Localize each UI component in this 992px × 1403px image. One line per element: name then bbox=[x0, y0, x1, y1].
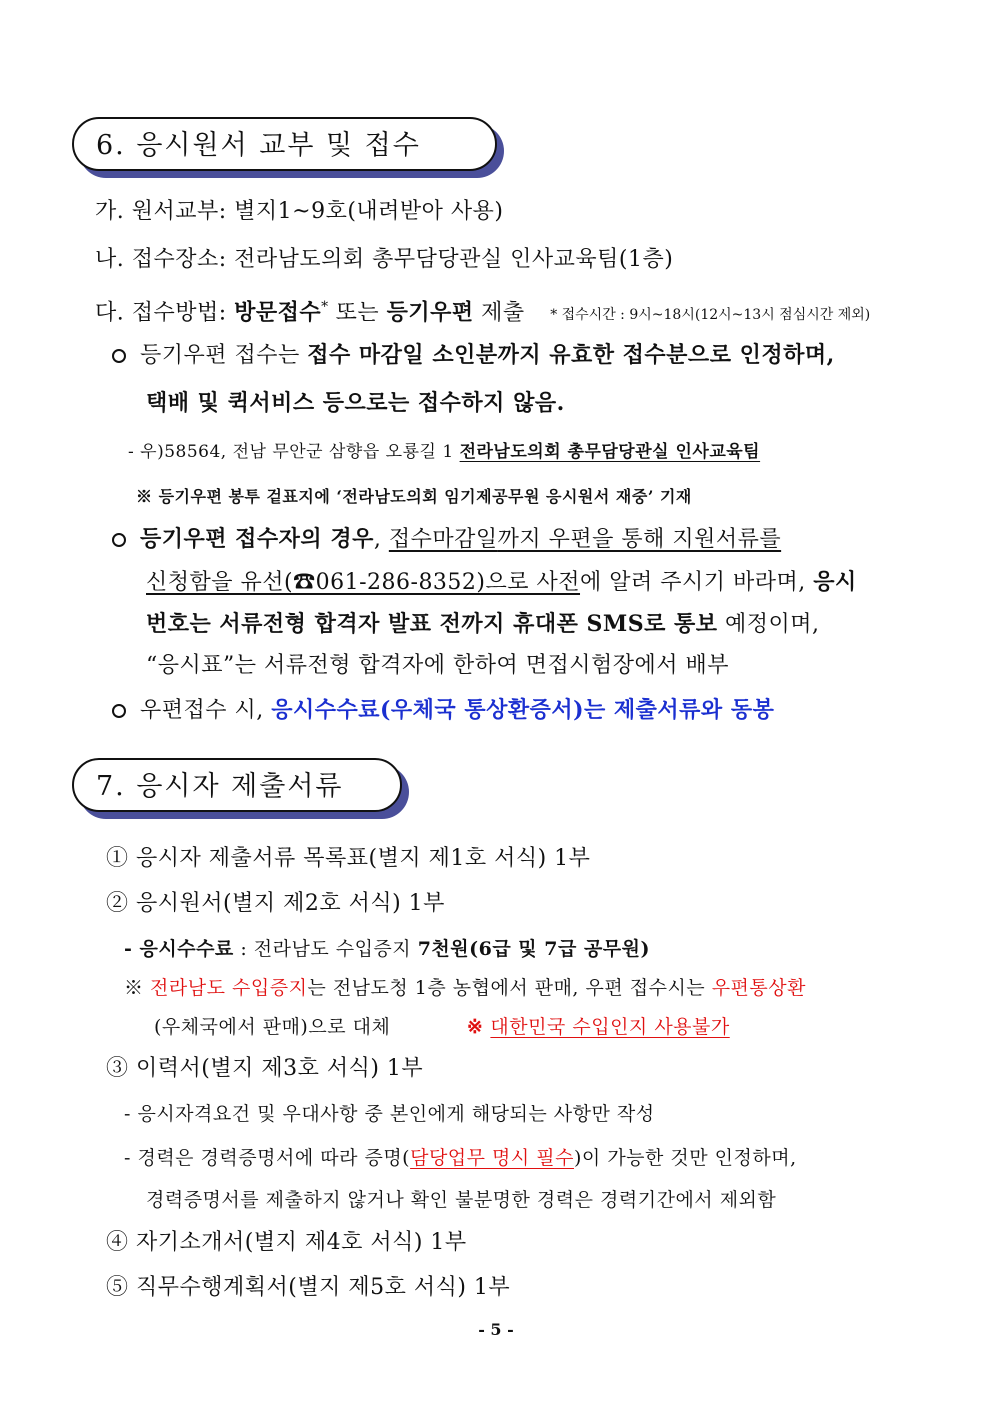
doc-item-3-text: ③ 이력서(별지 제3호 서식) 1부 bbox=[106, 1056, 424, 1081]
resume-rule-2-text-a: - 경력은 경력증명서에 따라 증명( bbox=[124, 1147, 411, 1169]
resume-rule-2-text-c: )이 가능한 것만 인정하며, bbox=[574, 1147, 797, 1169]
not-allowed-notice: 대한민국 수입인지 사용불가 bbox=[490, 1016, 730, 1038]
fee-text: : 전라남도 수입증지 bbox=[233, 938, 418, 960]
bullet-2-text-a: 등기우편 접수자의 경우 bbox=[140, 526, 374, 552]
section-6-header bbox=[72, 117, 497, 171]
doc-item-3 bbox=[106, 1054, 423, 1084]
fee-enclose-notice: 응시수수료(우체국 통상환증서)는 제출서류와 동봉 bbox=[271, 697, 775, 723]
bullet-2-line-3 bbox=[146, 609, 820, 640]
resume-rule-2-cont bbox=[146, 1185, 776, 1215]
revenue-stamp-text: 전라남도 수입증지 bbox=[150, 977, 308, 999]
resume-rule-2 bbox=[124, 1143, 797, 1173]
bullet-3-text-a: 우편접수 시, bbox=[140, 698, 272, 723]
item-ga bbox=[95, 197, 504, 227]
bullet-2-line-2 bbox=[146, 567, 857, 598]
address-line bbox=[128, 437, 760, 467]
doc-item-5 bbox=[106, 1273, 510, 1303]
ticket-notice: “응시표”는 서류전형 합격자에 한하여 면접시험장에서 배부 bbox=[146, 653, 730, 678]
doc-item-4 bbox=[106, 1228, 467, 1258]
resume-rule-1 bbox=[124, 1099, 655, 1129]
deadline-text: 접수마감일 bbox=[388, 527, 498, 552]
note-mark-2: ※ bbox=[466, 1016, 491, 1038]
item-ga-text: 가. 원서교부: 별지1~9호(내려받아 사용) bbox=[95, 199, 504, 224]
bullet-circle-icon bbox=[112, 704, 126, 718]
postal-order-text: 우편통상환 bbox=[711, 977, 806, 999]
address-text: - 우)58564, 전남 무안군 삼향읍 오룡길 1 bbox=[128, 442, 460, 462]
visit-submission: 방문접수 bbox=[234, 299, 322, 326]
comma: , bbox=[373, 527, 389, 552]
bullet-2-text-i: 예정이며, bbox=[717, 612, 820, 637]
stamp-note-text: 는 전남도청 1층 농협에서 판매, 우편 접수시는 bbox=[307, 977, 712, 999]
page-number: - 5 - bbox=[478, 1320, 514, 1339]
fee-label: - 응시수수료 bbox=[124, 938, 234, 960]
fee-line bbox=[124, 934, 650, 964]
bullet-1-cont bbox=[146, 388, 565, 418]
bullet-1 bbox=[112, 340, 835, 371]
bullet-2-text-d: 까지 우편을 통해 지원서류를 bbox=[497, 527, 782, 552]
section-7-title: 7. 응시자 제출서류 bbox=[96, 771, 344, 802]
bullet-circle-icon bbox=[112, 533, 126, 547]
item-na bbox=[95, 245, 673, 275]
doc-item-1-text: ① 응시자 제출서류 목록표(별지 제1호 서식) 1부 bbox=[106, 846, 591, 871]
registered-mail: 등기우편 bbox=[386, 299, 474, 326]
stamp-note bbox=[124, 973, 806, 1003]
resume-rule-2-text-d: 경력증명서를 제출하지 않거나 확인 불분명한 경력은 경력기간에서 제외함 bbox=[146, 1189, 777, 1211]
item-na-text: 나. 접수장소: 전라남도의회 총무담당관실 인사교육팀(1층) bbox=[95, 247, 674, 272]
address-destination: 전라남도의회 총무담당관실 인사교육팀 bbox=[459, 442, 761, 462]
doc-item-2 bbox=[106, 889, 445, 919]
bullet-1-text-a: 등기우편 접수는 bbox=[140, 343, 308, 368]
doc-item-1 bbox=[106, 844, 590, 874]
section-6-title: 6. 응시원서 교부 및 접수 bbox=[96, 130, 421, 161]
bullet-2-line-4 bbox=[146, 651, 729, 681]
bullet-2-text-f: 에 알려 주시기 바라며, bbox=[580, 570, 814, 595]
duties-required: 담당업무 명시 필수 bbox=[410, 1147, 575, 1169]
section-7-header bbox=[72, 758, 402, 812]
note-mark: ※ bbox=[124, 977, 151, 999]
or-text: 또는 bbox=[328, 300, 387, 326]
stamp-note-cont-text: (우체국에서 판매)으로 대체 bbox=[154, 1016, 391, 1038]
doc-item-4-text: ④ 자기소개서(별지 제4호 서식) 1부 bbox=[106, 1230, 467, 1255]
bullet-3 bbox=[112, 695, 774, 726]
doc-item-2-text: ② 응시원서(별지 제2호 서식) 1부 bbox=[106, 891, 445, 916]
resume-rule-1-text: - 응시자격요건 및 우대사항 중 본인에게 해당되는 사항만 작성 bbox=[124, 1103, 655, 1125]
item-da bbox=[95, 292, 870, 330]
doc-item-5-text: ⑤ 직무수행계획서(별지 제5호 서식) 1부 bbox=[106, 1275, 511, 1300]
submit-text: 제출 bbox=[473, 300, 525, 326]
bullet-2-text-g: 응시 bbox=[813, 569, 857, 595]
sms-notice: 번호는 서류전형 합격자 발표 전까지 휴대폰 SMS로 통보 bbox=[146, 611, 718, 637]
stamp-note-cont bbox=[154, 1012, 730, 1042]
asterisk: * bbox=[321, 299, 329, 315]
envelope-note-text: ※ 등기우편 봉투 겉표지에 ‘전라남도의회 임기제공무원 응시원서 재중’ 기재 bbox=[136, 487, 692, 506]
bullet-2 bbox=[112, 524, 781, 555]
envelope-note bbox=[136, 482, 692, 512]
bullet-circle-icon bbox=[112, 349, 126, 363]
bullet-1-text-b: 접수 마감일 소인분까지 유효한 접수분으로 인정하며, bbox=[307, 342, 835, 368]
bullet-1-text-c: 택배 및 퀵서비스 등으로는 접수하지 않음. bbox=[146, 390, 565, 416]
phone-notice: 신청함을 유선(☎061-286-8352)으로 사전 bbox=[146, 570, 581, 595]
fee-amount: 7천원(6급 및 7급 공무원) bbox=[417, 938, 651, 960]
item-da-prefix: 다. 접수방법: bbox=[95, 300, 235, 326]
reception-hours-note: * 접수시간 : 9시~18시(12시~13시 점심시간 제외) bbox=[550, 307, 871, 324]
